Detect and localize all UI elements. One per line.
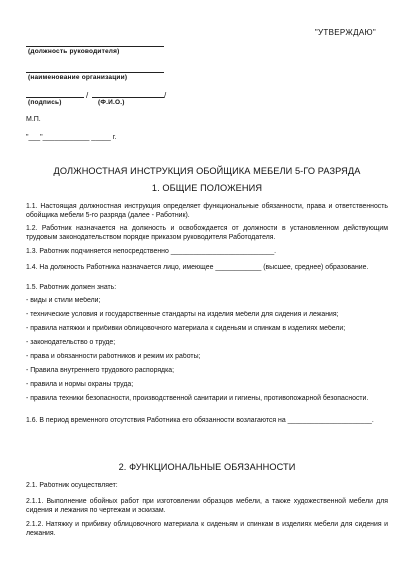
name-line: [92, 97, 164, 98]
paragraph-1-3: 1.3. Работник подчиняется непосредственно ___________________________.: [26, 248, 277, 255]
organization-line: [26, 72, 164, 73]
knowledge-item: - правила и нормы охраны труда;: [26, 381, 134, 388]
paragraph-2-1-1: 2.1.1. Выполнение обойных работ при изготовлении образцов мебели, а также художественной мебели для сидения и лежания по чертежам и эскизам.: [26, 498, 388, 514]
knowledge-item: - правила техники безопасности, производственной санитарии и гигиены, противопожарной безопасности.: [26, 395, 369, 402]
position-caption: (должность руководителя): [28, 48, 120, 55]
knowledge-item: - законодательство о труде;: [26, 339, 116, 346]
paragraph-1-5: 1.5. Работник должен знать:: [26, 284, 117, 291]
section1-heading: 1. ОБЩИЕ ПОЛОЖЕНИЯ: [151, 183, 263, 193]
paragraph-1-1: 1.1. Настоящая должностная инструкция определяет функциональные обязанности, права и ответственность обойщика мебели 5-го разряда (далее - Работник).: [26, 203, 388, 219]
knowledge-item: - технические условия и государственные стандарты на изделия мебели для сидения и лежания;: [26, 311, 339, 318]
knowledge-item: - правила натяжки и прибивки облицовочного материала к сиденьям и спинкам в изделиях мебели;: [26, 325, 346, 332]
slash-separator-end: /: [164, 91, 167, 100]
paragraph-2-1: 2.1. Работник осуществляет:: [26, 482, 118, 489]
knowledge-item: - Правила внутреннего трудового распорядка;: [26, 367, 174, 374]
paragraph-1-2: 1.2. Работник назначается на должность и освобождается от должности в установленном действующим трудовым законодательством порядке приказом руководителя Работодателя.: [26, 225, 388, 241]
knowledge-item: - виды и стили мебели;: [26, 297, 101, 304]
stamp-place: М.П.: [26, 116, 41, 123]
date-line: "___"____________ _____ г.: [26, 134, 117, 141]
paragraph-2-1-2: 2.1.2. Натяжку и прибивку облицовочного материала к сиденьям и спинкам в изделиях мебели для сидения и лежания.: [26, 521, 388, 537]
knowledge-item: - права и обязанности работников и режим их работы;: [26, 353, 201, 360]
document-title: ДОЛЖНОСТНАЯ ИНСТРУКЦИЯ ОБОЙЩИКА МЕБЕЛИ 5-ГО РАЗРЯДА: [53, 166, 361, 176]
paragraph-1-6: 1.6. В период временного отсутствия Работника его обязанности возлагаются на ______________________.: [26, 417, 374, 424]
signature-line: [26, 97, 84, 98]
section2-heading: 2. ФУНКЦИОНАЛЬНЫЕ ОБЯЗАННОСТИ: [118, 462, 296, 472]
signature-caption: (подпись): [28, 99, 62, 106]
slash-separator: /: [86, 91, 89, 100]
name-caption: (Ф.И.О.): [98, 99, 125, 106]
organization-caption: (наименование организации): [28, 74, 128, 81]
approval-stamp: "УТВЕРЖДАЮ": [314, 28, 376, 37]
position-line: [26, 46, 164, 47]
paragraph-1-4: 1.4. На должность Работника назначается лицо, имеющее ____________ (высшее, среднее) образование.: [26, 264, 369, 271]
